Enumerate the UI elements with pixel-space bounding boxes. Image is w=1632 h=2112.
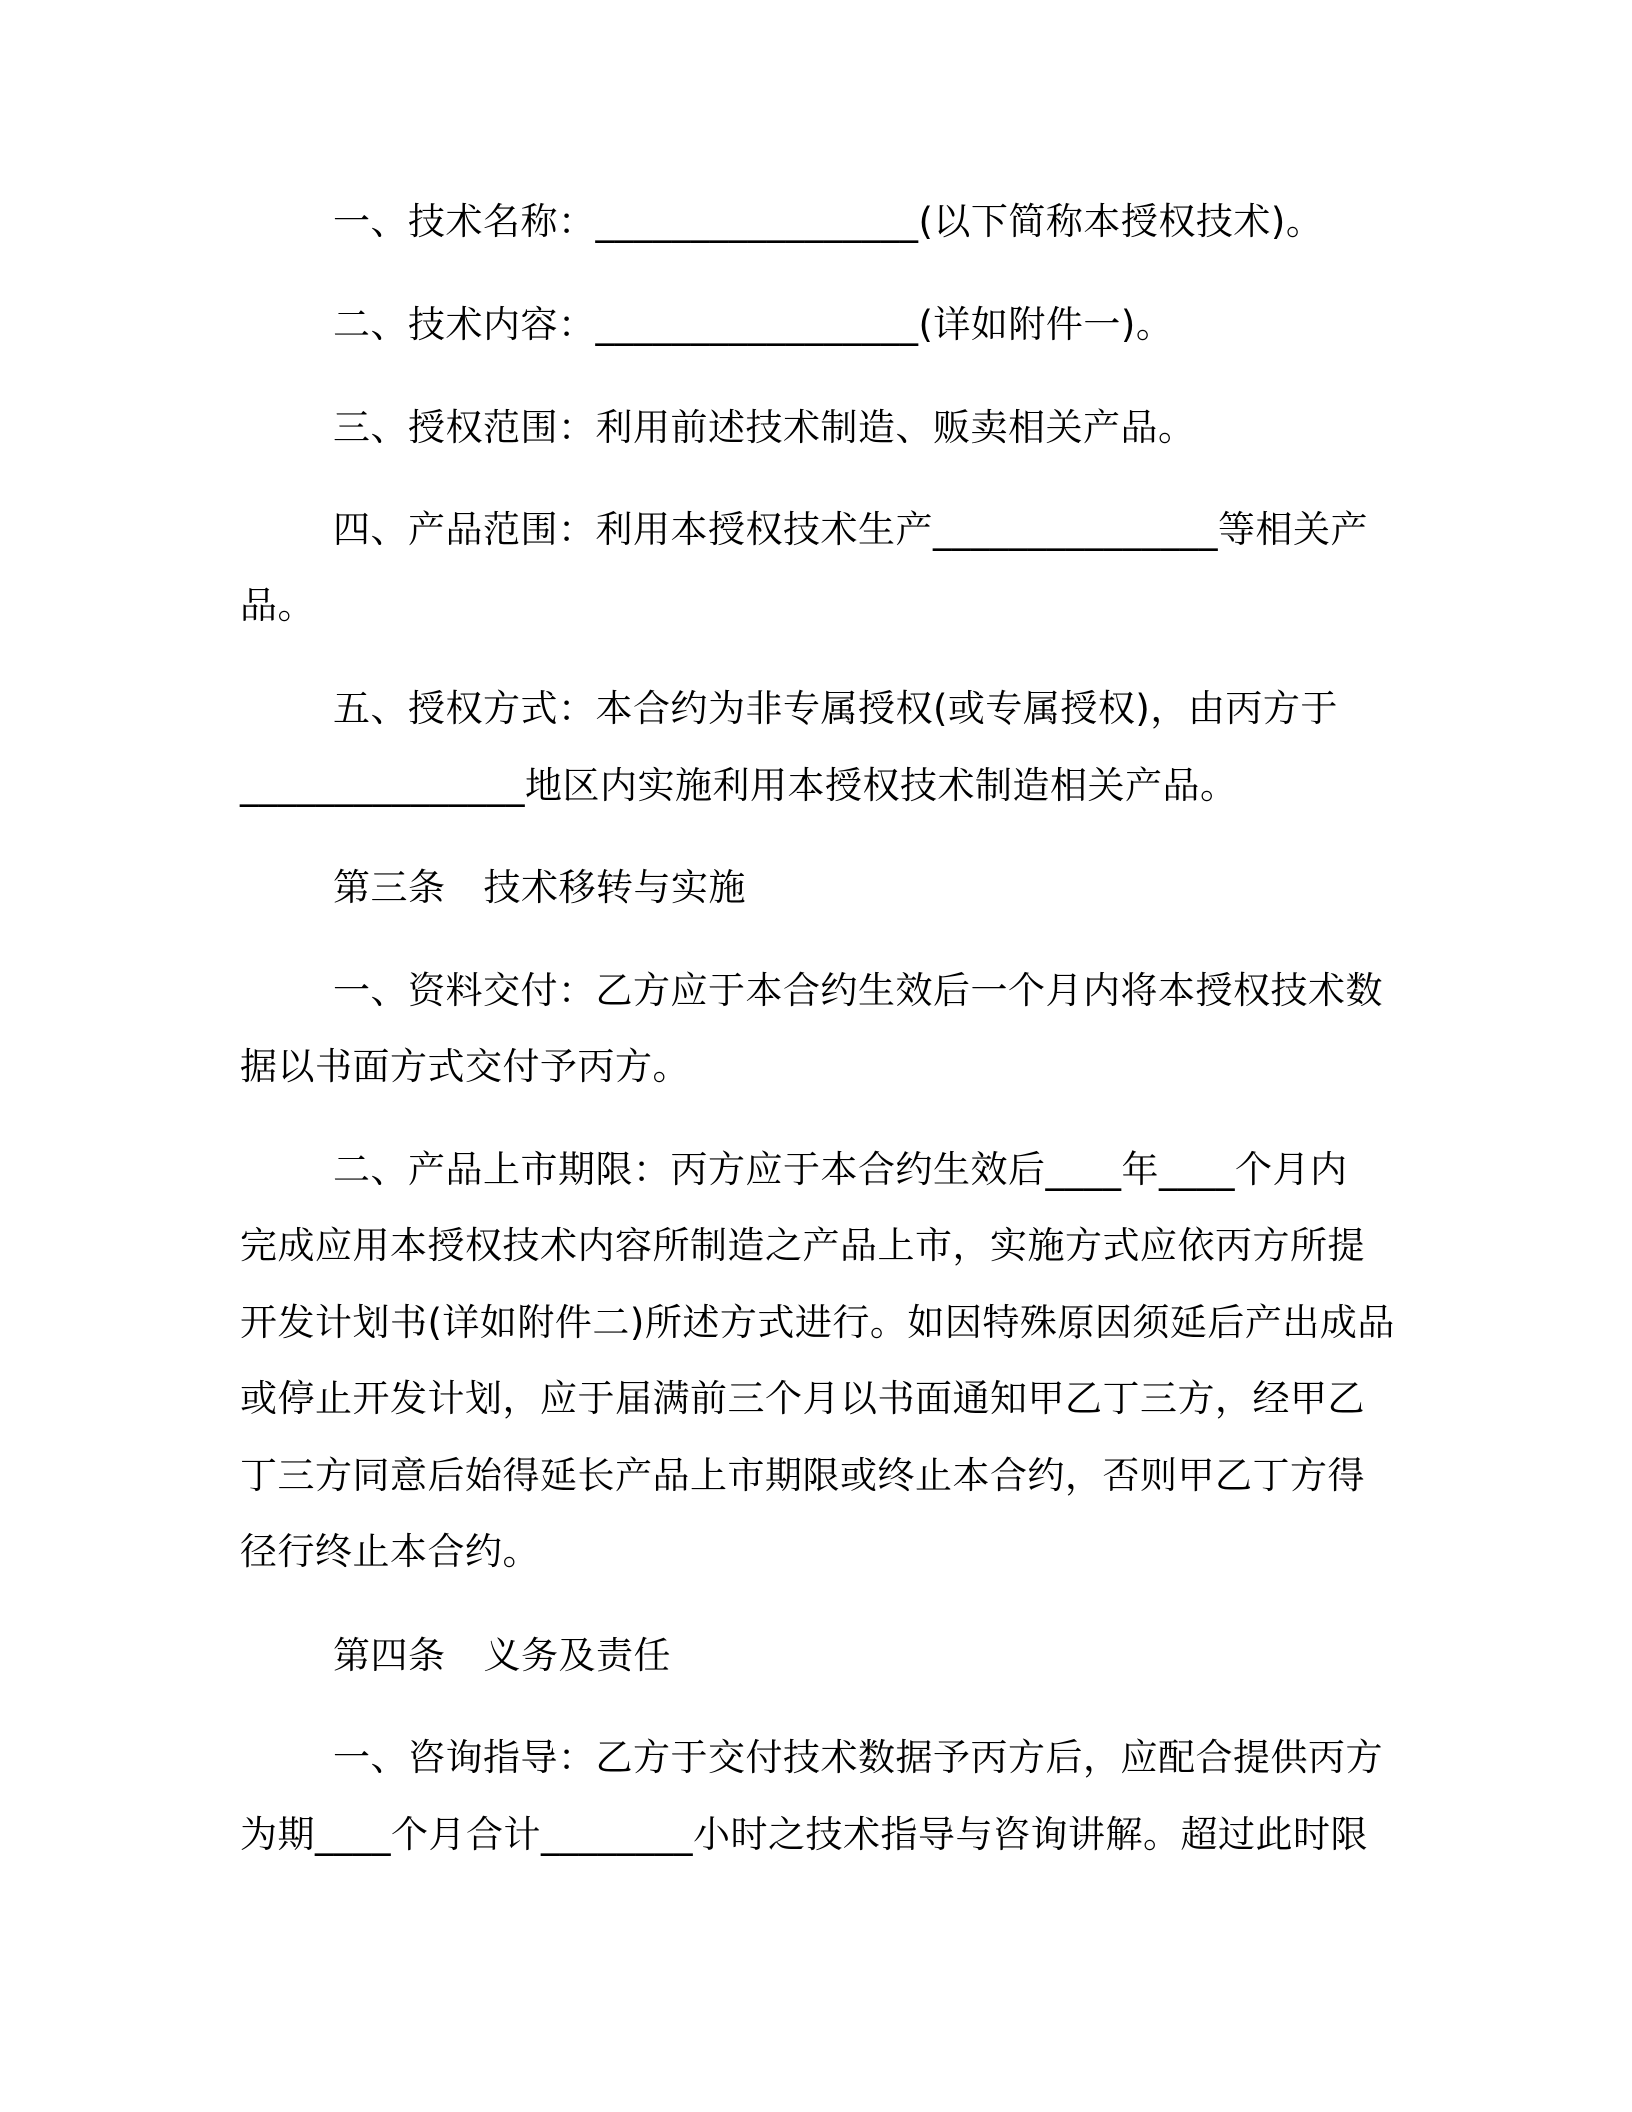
clause-data-delivery: 一、资料交付：乙方应于本合约生效后一个月内将本授权技术数 <box>333 969 1383 1012</box>
clause-product-scope: 四、产品范围：利用本授权技术生产_______________等相关产 <box>333 508 1368 551</box>
article-number: 第四条 <box>333 1634 446 1677</box>
clause-consulting-cont: 为期____个月合计________小时之技术指导与咨询讲解。超过此时限 <box>240 1813 1368 1856</box>
clause-market-deadline-cont: 开发计划书(详如附件二)所述方式进行。如因特殊原因须延后产出成品 <box>240 1301 1395 1344</box>
clause-product-scope-cont: 品。 <box>240 584 315 627</box>
clause-market-deadline-cont: 完成应用本授权技术内容所制造之产品上市，实施方式应依丙方所提 <box>240 1224 1365 1267</box>
clause-license-scope: 三、授权范围：利用前述技术制造、贩卖相关产品。 <box>333 406 1196 449</box>
article-three-heading <box>333 863 746 913</box>
clause-market-deadline-cont: 或停止开发计划，应于届满前三个月以书面通知甲乙丁三方，经甲乙 <box>240 1377 1365 1420</box>
clause-tech-content: 二、技术内容：_________________(详如附件一)。 <box>333 303 1174 346</box>
clause-consulting: 一、咨询指导：乙方于交付技术数据予丙方后，应配合提供丙方 <box>333 1736 1383 1779</box>
clause-license-method-cont: _______________地区内实施利用本授权技术制造相关产品。 <box>240 764 1238 807</box>
article-number: 第三条 <box>333 866 446 909</box>
article-title: 义务及责任 <box>483 1634 671 1677</box>
clause-market-deadline-cont: 丁三方同意后始得延长产品上市期限或终止本合约，否则甲乙丁方得 <box>240 1454 1365 1497</box>
article-title: 技术移转与实施 <box>483 866 746 909</box>
article-four-heading <box>333 1631 671 1681</box>
clause-data-delivery-cont: 据以书面方式交付予丙方。 <box>240 1045 690 1088</box>
clause-market-deadline: 二、产品上市期限：丙方应于本合约生效后____年____个月内 <box>333 1148 1348 1191</box>
clause-market-deadline-cont: 径行终止本合约。 <box>240 1530 540 1573</box>
clause-license-method: 五、授权方式：本合约为非专属授权(或专属授权)，由丙方于 <box>333 687 1338 730</box>
clause-tech-name: 一、技术名称：_________________(以下简称本授权技术)。 <box>333 200 1324 243</box>
